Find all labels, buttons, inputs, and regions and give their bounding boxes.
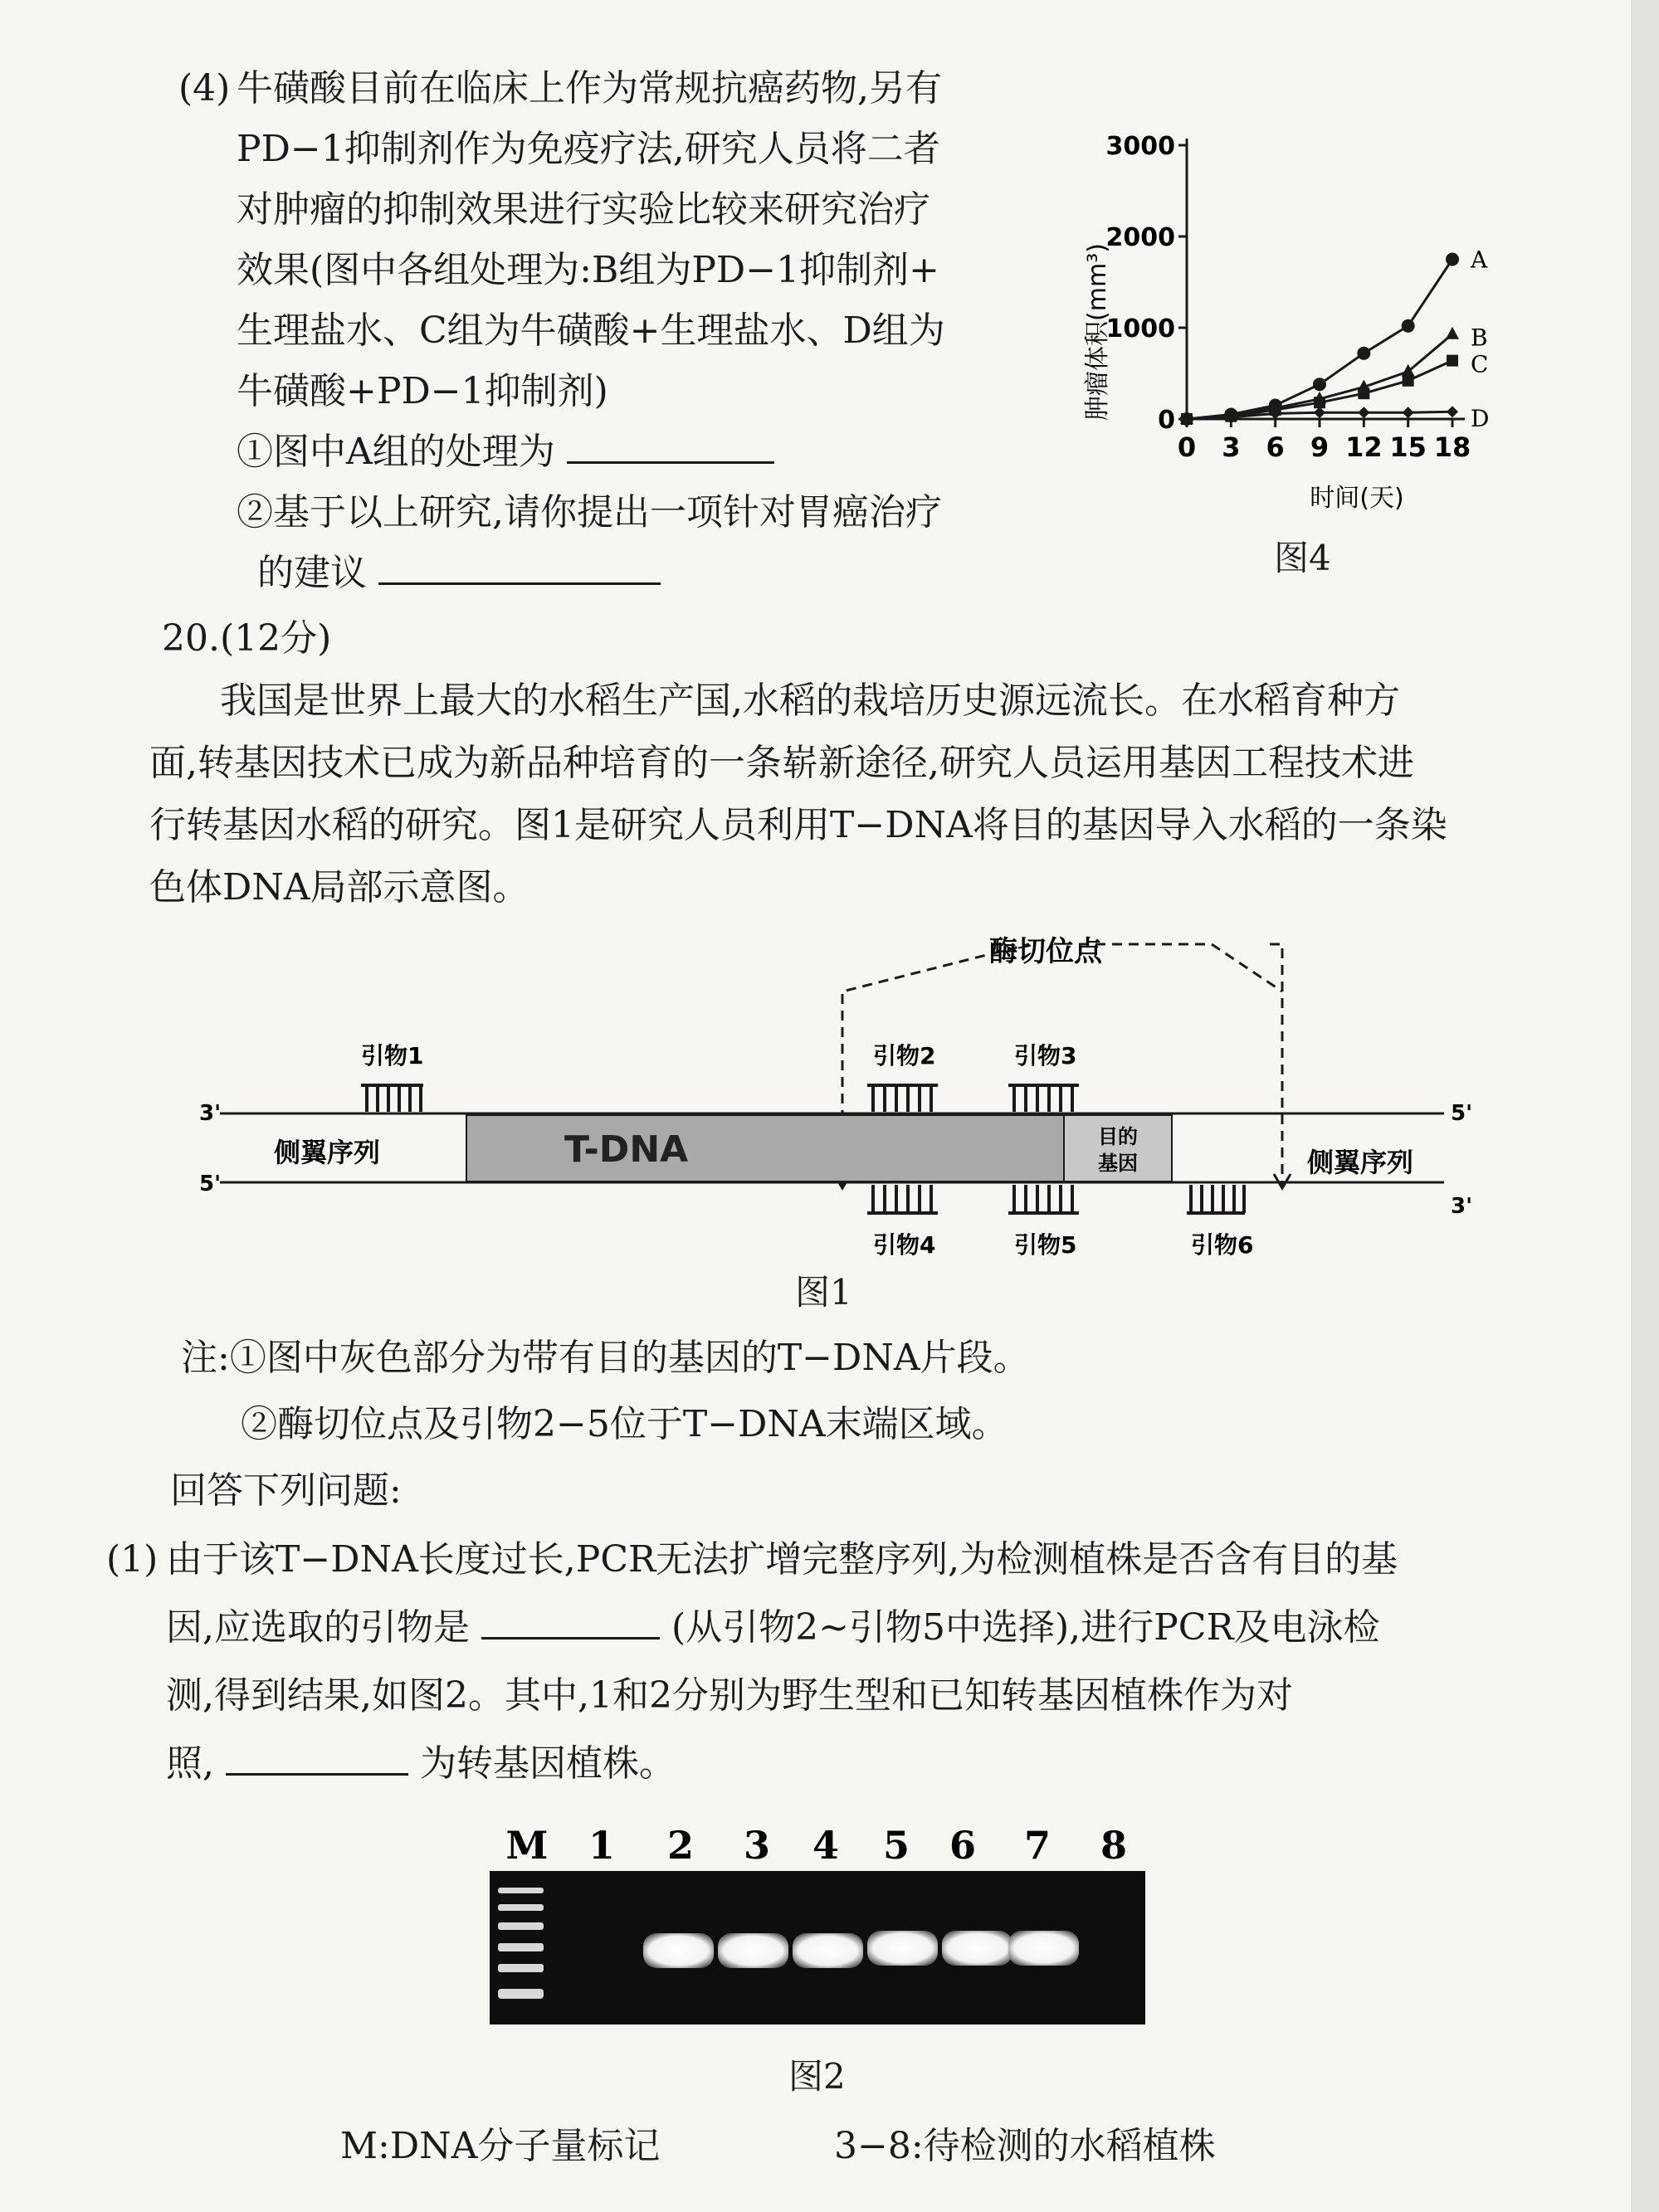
x-tick-label: 18 bbox=[1433, 431, 1471, 463]
question-1-line bbox=[166, 1599, 1380, 1657]
note-2: ②酶切位点及引物2−5位于T−DNA末端区域。 bbox=[241, 1403, 1008, 1445]
x-tick-label: 9 bbox=[1310, 431, 1330, 463]
primer-4-label: 引物4 bbox=[873, 1231, 936, 1259]
lane-label: 8 bbox=[1100, 1823, 1128, 1868]
question-1-text: 照, bbox=[166, 1742, 214, 1785]
y-tick-label: 1000 bbox=[1105, 314, 1175, 343]
question-1-text: (从引物2~引物5中选择),进行PCR及电泳检 bbox=[671, 1606, 1380, 1649]
question-text-line: PD−1抑制剂作为免疫疗法,研究人员将二者 bbox=[237, 128, 940, 170]
x-tick-label: 0 bbox=[1177, 431, 1197, 463]
sub-question-2: ②基于以上研究,请你提出一项针对胃癌治疗 bbox=[237, 491, 942, 534]
answer-prompt: 回答下列问题: bbox=[170, 1469, 402, 1512]
x-tick-label: 6 bbox=[1266, 431, 1285, 463]
data-point-D bbox=[1314, 407, 1325, 418]
data-point-C bbox=[1314, 397, 1325, 408]
primer-2-label: 引物2 bbox=[873, 1042, 936, 1069]
question-1-line bbox=[166, 1735, 676, 1793]
question-20-header: 20.(12分) bbox=[162, 617, 332, 660]
primer-5 bbox=[1008, 1185, 1079, 1213]
y-tick-label: 3000 bbox=[1105, 132, 1175, 161]
primer-3-label: 引物3 bbox=[1014, 1042, 1077, 1069]
data-point-C bbox=[1403, 375, 1414, 387]
lane-label: 4 bbox=[812, 1823, 840, 1868]
series-label-D: D bbox=[1471, 405, 1490, 433]
intro-line: 行转基因水稻的研究。图1是研究人员利用T−DNA将目的基因导入水稻的一条染 bbox=[149, 804, 1447, 846]
question-text-line: 对肿瘤的抑制效果进行实验比较来研究治疗 bbox=[237, 188, 930, 231]
intro-line: 面,转基因技术已成为新品种培育的一条崭新途径,研究人员运用基因工程技术进 bbox=[149, 742, 1414, 784]
strand-end-label: 5' bbox=[1451, 1101, 1473, 1126]
lane-label: 5 bbox=[882, 1823, 910, 1868]
data-point-B bbox=[1446, 327, 1459, 339]
figure-1-diagram bbox=[174, 921, 1519, 1286]
target-gene-label: 基因 bbox=[1098, 1152, 1138, 1175]
sub-question-1-text: ①图中A组的处理为 bbox=[237, 431, 555, 473]
y-tick-label: 2000 bbox=[1105, 223, 1175, 252]
sub-question-1 bbox=[237, 423, 774, 481]
strand-end-label: 3' bbox=[199, 1101, 222, 1126]
question-1-text: 为转基因植株。 bbox=[420, 1742, 676, 1785]
question-text-line: 效果(图中各组处理为:B组为PD−1抑制剂+ bbox=[237, 249, 939, 291]
question-number: (4) bbox=[178, 67, 231, 110]
figure-4-caption: 图4 bbox=[1274, 538, 1331, 578]
scan-edge bbox=[1631, 0, 1659, 2212]
tdna-segment bbox=[466, 1115, 1064, 1182]
data-point-D bbox=[1447, 406, 1458, 417]
gel-band bbox=[643, 1933, 714, 1968]
strand-end-label: 3' bbox=[1451, 1194, 1473, 1219]
primer-6-label: 引物6 bbox=[1191, 1231, 1254, 1259]
primer-1 bbox=[361, 1085, 423, 1112]
answer-blank[interactable] bbox=[378, 546, 661, 585]
data-point-C bbox=[1447, 355, 1458, 367]
data-point-A bbox=[1446, 253, 1459, 266]
intro-line: 我国是世界上最大的水稻生产国,水稻的栽培历史源远流长。在水稻育种方 bbox=[220, 680, 1400, 722]
figure-2-caption: 图2 bbox=[788, 2056, 846, 2097]
gel-legend-marker: M:DNA分子量标记 bbox=[340, 2125, 661, 2167]
question-text-line: 生理盐水、C组为牛磺酸+生理盐水、D组为 bbox=[237, 309, 945, 352]
series-label-C: C bbox=[1471, 350, 1489, 378]
lane-label: 7 bbox=[1023, 1823, 1052, 1868]
question-1-line: 由于该T−DNA长度过长,PCR无法扩增完整序列,为检测植株是否含有目的基 bbox=[166, 1538, 1398, 1581]
question-text-line: 牛磺酸+PD−1抑制剂) bbox=[237, 370, 608, 412]
question-1-number: (1) bbox=[106, 1538, 159, 1581]
x-tick-label: 3 bbox=[1222, 431, 1241, 463]
series-label-B: B bbox=[1471, 324, 1488, 352]
figure-1-caption: 图1 bbox=[795, 1272, 852, 1313]
enzyme-site-label: 酶切位点 bbox=[989, 935, 1102, 968]
data-point-C bbox=[1358, 387, 1369, 399]
answer-blank[interactable] bbox=[567, 425, 774, 464]
strand-end-label: 5' bbox=[199, 1172, 222, 1196]
tdna-label: T-DNA bbox=[564, 1128, 689, 1171]
primer-1-label: 引物1 bbox=[361, 1042, 424, 1069]
lane-label: 6 bbox=[949, 1823, 977, 1868]
data-point-D bbox=[1358, 407, 1369, 418]
data-point-A bbox=[1357, 347, 1370, 360]
lane-label: 2 bbox=[666, 1823, 695, 1868]
primer-2 bbox=[867, 1085, 938, 1112]
primer-3 bbox=[1008, 1085, 1079, 1112]
primer-5-label: 引物5 bbox=[1014, 1231, 1077, 1259]
question-1-text: 因,应选取的引物是 bbox=[166, 1606, 470, 1649]
chart-xlabel: 时间(天) bbox=[1310, 484, 1404, 513]
sub-question-2-text: 的建议 bbox=[257, 552, 367, 594]
question-text-line: 牛磺酸目前在临床上作为常规抗癌药物,另有 bbox=[237, 67, 942, 110]
note-1: 注:①图中灰色部分为带有目的基因的T−DNA片段。 bbox=[181, 1337, 1030, 1379]
answer-blank[interactable] bbox=[226, 1737, 408, 1776]
data-point-A bbox=[1313, 378, 1326, 391]
data-point-D bbox=[1403, 407, 1414, 418]
y-tick-label: 0 bbox=[1158, 406, 1175, 435]
data-point-B bbox=[1402, 364, 1415, 377]
lane-label: 3 bbox=[743, 1823, 771, 1868]
gel-band bbox=[793, 1933, 863, 1968]
gel-band bbox=[718, 1933, 788, 1968]
sub-question-2-cont bbox=[257, 544, 661, 602]
flank-sequence-right: 侧翼序列 bbox=[1307, 1147, 1414, 1178]
x-tick-label: 12 bbox=[1345, 431, 1383, 463]
gel-band bbox=[942, 1931, 1012, 1966]
question-1-line: 测,得到结果,如图2。其中,1和2分别为野生型和已知转基因植株作为对 bbox=[166, 1674, 1293, 1717]
primer-6 bbox=[1187, 1185, 1245, 1213]
tumor-volume-chart bbox=[1062, 83, 1527, 514]
primer-4 bbox=[867, 1185, 938, 1213]
intro-line: 色体DNA局部示意图。 bbox=[149, 866, 529, 909]
gel-legend-samples: 3−8:待检测的水稻植株 bbox=[834, 2125, 1216, 2167]
flank-sequence-left: 侧翼序列 bbox=[274, 1137, 381, 1168]
gel-band bbox=[867, 1931, 938, 1966]
lane-label: M bbox=[505, 1823, 549, 1868]
series-label-A: A bbox=[1471, 246, 1488, 274]
x-tick-label: 15 bbox=[1389, 431, 1427, 463]
chart-ylabel: 肿瘤体积(mm³) bbox=[1083, 243, 1112, 421]
gel-band bbox=[1008, 1931, 1079, 1966]
figure-2-gel bbox=[490, 1813, 1187, 2029]
data-point-A bbox=[1402, 319, 1415, 333]
answer-blank[interactable] bbox=[481, 1601, 660, 1640]
target-gene-label: 目的 bbox=[1098, 1125, 1138, 1148]
lane-label: 1 bbox=[588, 1823, 616, 1868]
